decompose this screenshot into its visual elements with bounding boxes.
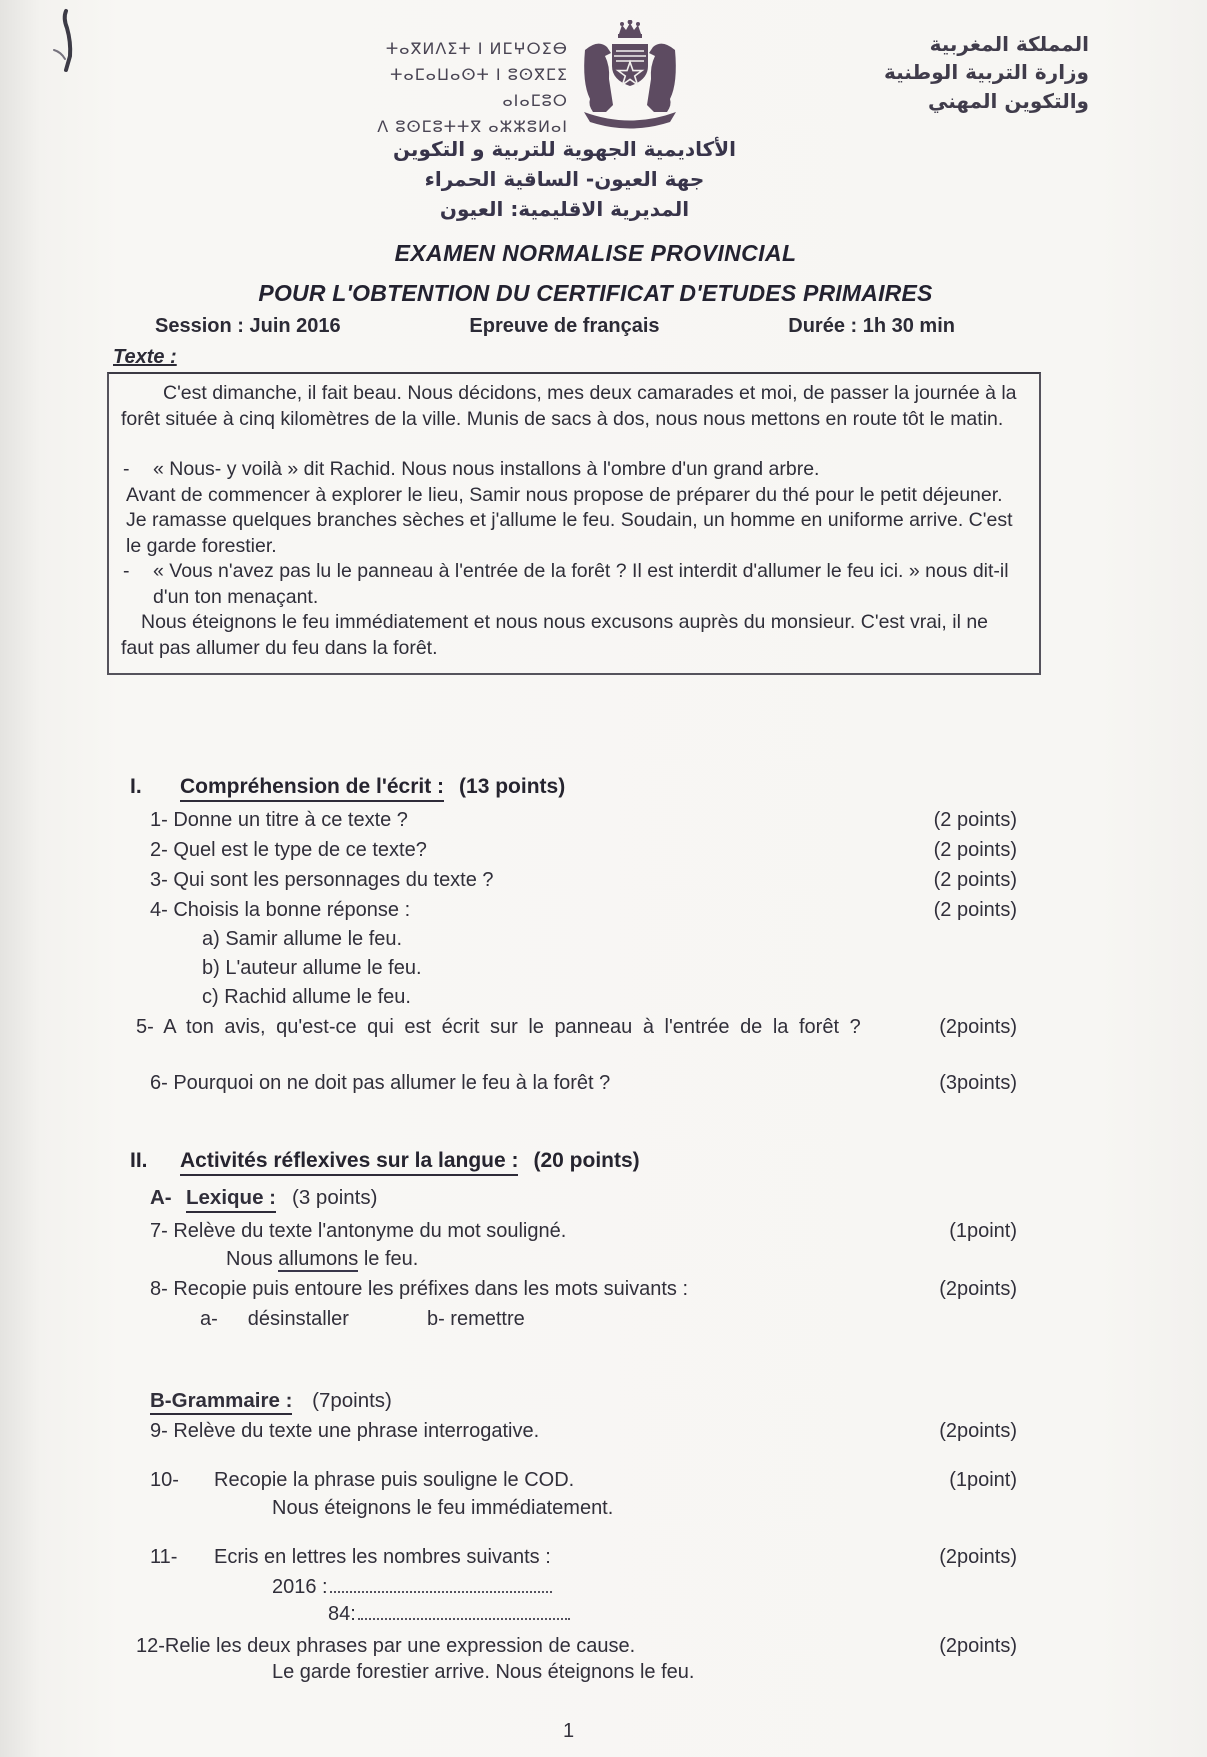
question-5	[130, 1016, 1017, 1039]
academy-arabic-block	[0, 134, 1207, 224]
section1-numeral: I.	[130, 775, 142, 798]
question-10-text: Recopie la phrase puis souligne le COD.	[214, 1469, 575, 1491]
question-4-text: 4- Choisis la bonne réponse :	[150, 899, 411, 921]
section2-numeral: II.	[130, 1149, 148, 1172]
question-8-text: 8- Recopie puis entoure les préfixes dans les mots suivants :	[150, 1278, 689, 1300]
question-7	[130, 1220, 1017, 1243]
page-number: 1	[562, 1720, 575, 1742]
item-a-label: a-	[200, 1308, 218, 1330]
academy-line: المديرية الاقليمية: العيون	[439, 197, 690, 221]
text-paragraph-1: C'est dimanche, il fait beau. Nous décidons, mes deux camarades et moi, de passer la journée à la forêt située à cinq kilomètres de la ville. Munis de sacs à dos, nous nous mettons en route tôt le matin.	[121, 382, 1017, 430]
item-a-word: désinstaller	[247, 1308, 349, 1330]
lexique-heading-row	[130, 1186, 1017, 1213]
exam-subtitle: POUR L'OBTENTION DU CERTIFICAT D'ETUDES PRIMAIRES	[258, 280, 933, 306]
dash-bullet: -	[123, 458, 130, 480]
session-label: Session : Juin 2016	[155, 315, 341, 337]
dash-bullet: -	[123, 560, 130, 582]
subject-label: Epreuve de français	[469, 315, 660, 337]
question-6-text: 6- Pourquoi on ne doit pas allumer le feu à la forêt ?	[150, 1072, 611, 1094]
arabic-line-ministry: وزارة التربية الوطنية	[883, 60, 1089, 85]
arabic-line-kingdom: المملكة المغربية	[929, 32, 1089, 56]
grammaire-points: (7points)	[312, 1389, 392, 1412]
question-3-text: 3- Qui sont les personnages du texte ?	[150, 869, 494, 891]
exam-title: EXAMEN NORMALISE PROVINCIAL	[394, 240, 797, 266]
question-6	[130, 1072, 1017, 1095]
question-11-number: 11-	[150, 1546, 178, 1568]
question-6-points: (3points)	[939, 1072, 1017, 1094]
academy-line: الأكاديمية الجهوية للتربية و التكوين	[392, 137, 737, 161]
grammaire-heading: B-Grammaire :	[150, 1389, 292, 1415]
question-1-text: 1- Donne un titre à ce texte ?	[150, 809, 408, 831]
question-11-item-2016: 2016 :	[130, 1576, 1017, 1599]
question-11-item-84: 84:	[130, 1603, 1017, 1626]
choice-c: c) Rachid allume le feu.	[202, 986, 411, 1008]
arabic-line-training: والتكوين المهني	[928, 88, 1089, 113]
question-12-text: 12-Relie les deux phrases par une expression de cause.	[136, 1635, 636, 1657]
question-10	[130, 1469, 1017, 1492]
question-5-points: (2points)	[939, 1016, 1017, 1038]
ministry-arabic-text	[829, 30, 1089, 115]
underlined-word: allumons	[278, 1248, 359, 1270]
question-2-text: 2- Quel est le type de ce texte?	[150, 839, 427, 861]
text-paragraph-5: Nous éteignons le feu immédiatement et nous nous excusons auprès du monsieur. C'est vrai, il ne faut pas allumer du feu dans la forêt.	[121, 611, 989, 659]
section2-heading-row	[130, 1149, 1017, 1176]
question-4	[130, 899, 1017, 922]
question-11	[130, 1546, 1017, 1569]
section2-heading: Activités réflexives sur la langue :	[180, 1149, 518, 1176]
lexique-label: A-	[150, 1186, 172, 1209]
question-4-points: (2 points)	[933, 899, 1017, 921]
question-9-points: (2points)	[939, 1420, 1017, 1442]
question-12-points: (2points)	[939, 1635, 1017, 1657]
question-7-text: 7- Relève du texte l'antonyme du mot souligné.	[150, 1220, 567, 1242]
lexique-points: (3 points)	[292, 1186, 378, 1209]
answer-dotted-line	[330, 1577, 552, 1593]
tifinagh-line: ⵜⴰⴳⵍⴷⵉⵜ ⵏ ⵍⵎⵖⵔⵉⴱ	[385, 39, 568, 58]
tifinagh-line: ⵜⴰⵎⴰⵡⴰⵙⵜ ⵏ ⵓⵙⴳⵎⵉ ⴰⵏⴰⵎⵓⵔ	[390, 64, 568, 110]
text-paragraph-2: - « Nous- y voilà » dit Rachid. Nous nous installons à l'ombre d'un grand arbre.	[121, 457, 1023, 483]
question-9-text: 9- Relève du texte une phrase interrogative.	[150, 1420, 540, 1442]
grammaire-heading-row	[130, 1389, 1017, 1413]
question-8	[130, 1278, 1017, 1301]
answer-dotted-line	[358, 1604, 570, 1620]
question-8-items	[130, 1308, 1017, 1331]
question-2-points: (2 points)	[933, 839, 1017, 861]
section2-points: (20 points)	[533, 1149, 640, 1172]
question-1	[130, 809, 1017, 832]
academy-line: جهة العيون- الساقية الحمراء	[424, 167, 705, 191]
section1-heading: Compréhension de l'écrit :	[180, 775, 444, 802]
question-5-text: 5- A ton avis, qu'est-ce qui est écrit sur le panneau à l'entrée de la forêt ?	[136, 1016, 861, 1038]
document-header	[0, 0, 1207, 136]
question-9	[130, 1420, 1017, 1443]
lexique-heading: Lexique :	[186, 1186, 276, 1213]
tifinagh-header-text	[322, 36, 568, 140]
reading-text-box	[107, 372, 1041, 675]
question-12-example: Le garde forestier arrive. Nous éteignons le feu.	[272, 1661, 695, 1683]
question-3-points: (2 points)	[933, 869, 1017, 891]
question-2	[130, 839, 1017, 862]
session-info-row	[0, 307, 1207, 338]
texte-label: Texte :	[113, 346, 177, 368]
choice-a: a) Samir allume le feu.	[202, 928, 403, 950]
question-10-example: Nous éteignons le feu immédiatement.	[272, 1497, 614, 1519]
question-1-points: (2 points)	[933, 809, 1017, 831]
tifinagh-line: ⴷ ⵓⵙⵎⵓⵜⵜⴳ ⴰⵣⵣⵓⵍⴰⵏ	[377, 116, 568, 136]
question-10-points: (1point)	[949, 1469, 1017, 1491]
question-8-points: (2points)	[939, 1278, 1017, 1300]
section-langue	[130, 1149, 1017, 1684]
question-11-points: (2points)	[939, 1546, 1017, 1568]
question-11-text: Ecris en lettres les nombres suivants :	[214, 1546, 551, 1568]
question-12	[130, 1635, 1017, 1658]
text-paragraph-3: Avant de commencer à explorer le lieu, Samir nous propose de préparer du thé pour le petit déjeuner. Je ramasse quelques branches sèches et j'allume le feu. Soudain, un homme en uniforme arrive. C'est le garde forestier.	[126, 483, 1013, 557]
section1-points: (13 points)	[459, 775, 566, 798]
section1-heading-row	[130, 775, 1017, 802]
section-comprehension	[130, 775, 1017, 1095]
item-b: b- remettre	[426, 1308, 525, 1330]
morocco-coat-of-arms-icon	[576, 20, 684, 132]
text-paragraph-4: - « Vous n'avez pas lu le panneau à l'entrée de la forêt ? Il est interdit d'allumer le feu ici. » nous dit-il d'un ton menaçant.	[121, 559, 1023, 610]
question-7-example: Nous allumons le feu.	[226, 1248, 419, 1270]
question-7-points: (1point)	[949, 1220, 1017, 1242]
choice-b: b) L'auteur allume le feu.	[202, 957, 422, 979]
question-10-number: 10-	[150, 1469, 179, 1491]
duration-label: Durée : 1h 30 min	[788, 315, 955, 337]
question-3	[130, 869, 1017, 892]
